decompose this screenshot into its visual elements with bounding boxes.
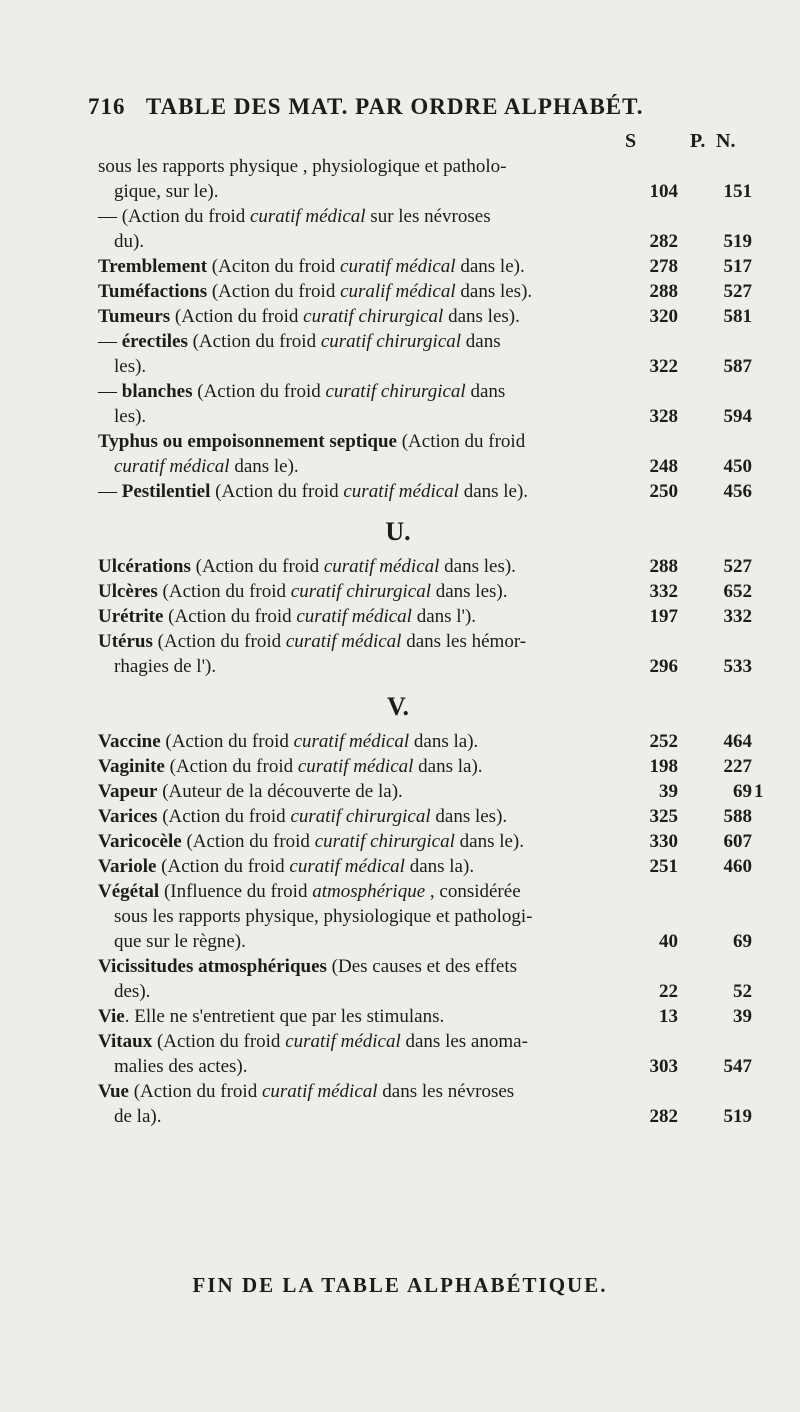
entry-line xyxy=(98,379,758,404)
entry-keyword: Vicissitudes atmosphériques xyxy=(98,956,327,977)
entry-keyword: Ulcères xyxy=(98,581,158,602)
reference-p: 450 xyxy=(723,456,752,477)
reference-p: 519 xyxy=(723,231,752,252)
entry-keyword: Pestilentiel xyxy=(121,481,211,502)
index-entry xyxy=(98,429,758,479)
entry-text: gique, sur le). xyxy=(114,181,219,202)
entry-text: — (Action du froid xyxy=(98,206,250,227)
entry-line xyxy=(98,779,764,804)
entry-line xyxy=(98,354,758,379)
entry-italic-text: curatif médical xyxy=(114,456,230,477)
entry-italic-text: curalif médical xyxy=(340,281,456,302)
reference-p: 332 xyxy=(723,606,752,627)
reference-s: 251 xyxy=(649,856,678,877)
reference-p: 652 xyxy=(723,581,752,602)
entry-keyword: Tremblement xyxy=(98,256,208,277)
entry-keyword: érectiles xyxy=(121,331,188,352)
entry-text: dans les). xyxy=(455,281,533,302)
entry-line xyxy=(98,304,758,329)
column-header-n: N. xyxy=(716,130,736,152)
reference-s: 332 xyxy=(649,581,678,602)
entry-references xyxy=(608,979,758,1004)
entry-italic-text: curatif chirurgical xyxy=(325,381,466,402)
reference-s: 198 xyxy=(649,756,678,777)
entry-text: (Action du froid xyxy=(396,431,526,452)
entry-text: dans le). xyxy=(229,456,299,477)
entry-keyword: Vapeur xyxy=(98,781,158,802)
entry-italic-text: curatif médical xyxy=(293,731,410,752)
entry-text: (Action du froid xyxy=(160,731,294,752)
index-entry xyxy=(98,1079,758,1129)
entry-text: dans xyxy=(461,331,501,352)
entry-text: les). xyxy=(114,406,147,427)
entry-line xyxy=(98,154,758,179)
entry-keyword: Vue xyxy=(98,1081,129,1102)
entry-keyword: Urétrite xyxy=(98,606,164,627)
entry-text: dans le). xyxy=(455,256,525,277)
entry-keyword: Vaginite xyxy=(98,756,165,777)
entry-references xyxy=(608,1104,758,1129)
index-entry xyxy=(98,1029,758,1079)
entry-references xyxy=(608,229,758,254)
reference-p: 69 xyxy=(733,781,752,802)
reference-p: 464 xyxy=(723,731,752,752)
reference-s: 322 xyxy=(649,356,678,377)
entry-references xyxy=(608,579,758,604)
reference-p: 588 xyxy=(723,806,752,827)
entry-text: dans les). xyxy=(443,306,520,327)
reference-s: 288 xyxy=(649,556,678,577)
entry-text: dans les). xyxy=(439,556,516,577)
reference-s: 40 xyxy=(659,931,678,952)
entry-line xyxy=(98,579,758,604)
entry-italic-text: curatif médical xyxy=(296,606,412,627)
entry-line xyxy=(98,1054,758,1079)
entry-text: (Action du froid xyxy=(157,581,291,602)
index-entries xyxy=(98,154,764,1129)
entry-text: (Action du froid xyxy=(207,281,341,302)
entry-references xyxy=(608,479,758,504)
entry-text: rhagies de l'). xyxy=(114,656,217,677)
entry-references xyxy=(608,929,758,954)
entry-line xyxy=(98,479,758,504)
entry-text: dans les). xyxy=(430,581,508,602)
running-title: TABLE DES MAT. PAR ORDRE ALPHABÉT. xyxy=(145,94,644,119)
entry-references xyxy=(608,654,758,679)
entry-keyword: Végétal xyxy=(98,881,160,902)
reference-s: 250 xyxy=(649,481,678,502)
index-entry xyxy=(98,754,758,779)
entry-keyword: Tuméfactions xyxy=(98,281,208,302)
entry-text: (Action du froid xyxy=(190,556,324,577)
entry-references xyxy=(608,1054,758,1079)
entry-keyword: Vitaux xyxy=(98,1031,153,1052)
entry-italic-text: curatif médical xyxy=(261,1081,378,1102)
entry-keyword: Vie xyxy=(98,1006,125,1027)
entry-line xyxy=(98,204,758,229)
index-entry xyxy=(98,379,758,429)
index-entry xyxy=(98,579,758,604)
entry-line xyxy=(98,429,758,454)
entry-italic-text: curatif chirurgical xyxy=(290,806,431,827)
entry-text: dans les anoma- xyxy=(400,1031,528,1052)
section-letter: V. xyxy=(387,692,409,721)
reference-p: 581 xyxy=(723,306,752,327)
entry-text: (Action du froid xyxy=(157,806,291,827)
entry-keyword: Variole xyxy=(98,856,157,877)
entry-line xyxy=(98,954,758,979)
entry-references xyxy=(608,754,758,779)
entry-keyword: blanches xyxy=(121,381,193,402)
entry-text: (Auteur de la découverte de la). xyxy=(157,781,403,802)
reference-s: 104 xyxy=(649,181,678,202)
reference-s: 252 xyxy=(649,731,678,752)
entry-references xyxy=(608,404,758,429)
entry-text: (Action du froid xyxy=(163,606,297,627)
entry-text: malies des actes). xyxy=(114,1056,248,1077)
entry-keyword: Typhus ou empoisonnement septique xyxy=(98,431,397,452)
entry-line xyxy=(98,879,758,904)
reference-p: 527 xyxy=(723,556,752,577)
section-letter: U. xyxy=(385,517,411,546)
entry-references xyxy=(608,254,758,279)
entry-line xyxy=(98,279,758,304)
index-entry xyxy=(98,604,758,629)
entry-text: dans xyxy=(465,381,506,402)
reference-p: 69 xyxy=(733,931,752,952)
entry-text: du). xyxy=(114,231,145,252)
index-entry xyxy=(98,1004,758,1029)
reference-s: 248 xyxy=(649,456,678,477)
entry-references xyxy=(608,554,758,579)
reference-p: 52 xyxy=(733,981,752,1002)
index-entry xyxy=(98,854,758,879)
entry-text: (Action du froid xyxy=(152,631,286,652)
entry-italic-text: curatif médical xyxy=(340,256,456,277)
reference-p: 533 xyxy=(723,656,752,677)
entry-italic-text: curatif médical xyxy=(323,556,440,577)
reference-s: 13 xyxy=(659,1006,678,1027)
entry-text: dans l'). xyxy=(411,606,477,627)
reference-p: 547 xyxy=(723,1056,752,1077)
entry-line xyxy=(98,1104,758,1129)
entry-references xyxy=(608,854,758,879)
index-entry xyxy=(98,479,758,504)
reference-p: 227 xyxy=(723,756,752,777)
entry-italic-text: curatif médical xyxy=(343,481,459,502)
entry-keyword: Varicocèle xyxy=(98,831,182,852)
entry-italic-text: curatif médical xyxy=(289,856,405,877)
entry-references xyxy=(608,304,758,329)
reference-s: 22 xyxy=(659,981,678,1002)
entry-text: (Action du froid xyxy=(192,381,326,402)
entry-keyword: Varices xyxy=(98,806,158,827)
entry-text: (Action du froid xyxy=(152,1031,286,1052)
index-entry xyxy=(98,204,758,254)
entry-line xyxy=(98,254,758,279)
entry-text: que sur le règne). xyxy=(114,931,246,952)
entry-text: , considérée xyxy=(425,881,521,902)
entry-line xyxy=(98,904,758,929)
entry-text: (Influence du froid xyxy=(159,881,313,902)
reference-p: 527 xyxy=(723,281,752,302)
entry-text: dans les névroses xyxy=(377,1081,515,1102)
entry-line xyxy=(98,1079,758,1104)
entry-italic-text: atmosphérique xyxy=(312,881,426,902)
index-entry xyxy=(98,879,758,954)
entry-text: (Action du froid xyxy=(164,756,298,777)
entry-line xyxy=(98,829,758,854)
reference-p: 456 xyxy=(723,481,752,502)
reference-s: 303 xyxy=(649,1056,678,1077)
entry-references xyxy=(608,279,758,304)
column-header-p: P. xyxy=(690,130,706,152)
entry-keyword: Tumeurs xyxy=(98,306,171,327)
reference-s: 325 xyxy=(649,806,678,827)
reference-s: 328 xyxy=(649,406,678,427)
index-entry xyxy=(98,279,758,304)
reference-p: 460 xyxy=(723,856,752,877)
reference-p: 151 xyxy=(723,181,752,202)
entry-line xyxy=(98,229,758,254)
reference-s: 320 xyxy=(649,306,678,327)
entry-line xyxy=(98,329,758,354)
entry-references xyxy=(608,604,758,629)
entry-keyword: Ulcérations xyxy=(98,556,191,577)
index-entry xyxy=(98,154,758,204)
entry-text: — xyxy=(98,481,122,502)
reference-s: 39 xyxy=(659,781,678,802)
reference-p: 517 xyxy=(723,256,752,277)
end-of-table-note: FIN DE LA TABLE ALPHABÉTIQUE. xyxy=(192,1273,608,1297)
entry-line xyxy=(98,654,758,679)
entry-line xyxy=(98,604,758,629)
entry-text: (Action du froid xyxy=(156,856,290,877)
reference-s: 296 xyxy=(649,656,678,677)
entry-text: dans la). xyxy=(413,756,483,777)
entry-line xyxy=(98,854,758,879)
index-entry xyxy=(98,254,758,279)
entry-text: dans les). xyxy=(430,806,508,827)
entry-text: (Des causes et des effets xyxy=(326,956,518,977)
entry-line xyxy=(98,929,758,954)
entry-text: (Action du froid xyxy=(181,831,315,852)
entry-line xyxy=(98,804,758,829)
reference-p: 607 xyxy=(723,831,752,852)
reference-s: 330 xyxy=(649,831,678,852)
entry-line xyxy=(98,1004,758,1029)
entry-italic-text: curatif médical xyxy=(297,756,414,777)
entry-italic-text: curatif médical xyxy=(285,1031,401,1052)
entry-line xyxy=(98,1029,758,1054)
index-entry xyxy=(98,729,758,754)
entry-text: (Action du froid xyxy=(128,1081,262,1102)
entry-italic-text: curatif médical xyxy=(249,206,366,227)
entry-references xyxy=(608,779,764,804)
entry-text: (Action du froid xyxy=(170,306,304,327)
entry-line xyxy=(98,754,758,779)
entry-text: dans la). xyxy=(409,731,479,752)
entry-text: sur les névroses xyxy=(365,206,491,227)
entry-line xyxy=(98,554,758,579)
entry-line xyxy=(98,979,758,1004)
index-entry xyxy=(98,629,758,679)
entry-line xyxy=(98,404,758,429)
reference-p: 587 xyxy=(723,356,752,377)
entry-references xyxy=(608,804,758,829)
entry-text: les). xyxy=(114,356,147,377)
reference-s: 282 xyxy=(649,1106,678,1127)
entry-italic-text: curatif chirurgical xyxy=(290,581,431,602)
entry-text: — xyxy=(98,381,122,402)
entry-line xyxy=(98,729,758,754)
entry-text: — xyxy=(98,331,122,352)
entry-references xyxy=(608,729,758,754)
entry-text: (Aciton du froid xyxy=(207,256,341,277)
entry-italic-text: curatif médical xyxy=(285,631,402,652)
entry-text: (Action du froid xyxy=(187,331,321,352)
entry-italic-text: curatif chirurgical xyxy=(320,331,462,352)
index-entry xyxy=(98,554,758,579)
entry-line xyxy=(98,454,758,479)
entry-text: . Elle ne s'entretient que par les stimulans. xyxy=(124,1006,445,1027)
column-header-s: S xyxy=(625,130,637,152)
index-entry xyxy=(98,804,758,829)
entry-line xyxy=(98,629,758,654)
reference-n: 1 xyxy=(754,781,764,802)
reference-s: 197 xyxy=(649,606,678,627)
entry-text: dans la). xyxy=(404,856,475,877)
entry-text: dans les hémor- xyxy=(401,631,527,652)
entry-text: dans le). xyxy=(458,481,529,502)
entry-text: (Action du froid xyxy=(210,481,344,502)
entry-text: des). xyxy=(114,981,151,1002)
entry-references xyxy=(608,354,758,379)
reference-s: 278 xyxy=(649,256,678,277)
entry-references xyxy=(608,829,758,854)
index-entry xyxy=(98,954,758,1004)
entry-references xyxy=(608,179,758,204)
index-entry xyxy=(98,304,758,329)
reference-p: 39 xyxy=(733,1006,752,1027)
page-number: 716 xyxy=(88,94,126,119)
reference-s: 282 xyxy=(649,231,678,252)
index-entry xyxy=(98,329,758,379)
entry-text: de la). xyxy=(114,1106,162,1127)
entry-italic-text: curatif chirurgical xyxy=(314,831,455,852)
entry-text: dans le). xyxy=(454,831,525,852)
reference-p: 594 xyxy=(723,406,752,427)
entry-references xyxy=(608,454,758,479)
entry-references xyxy=(608,1004,758,1029)
reference-s: 288 xyxy=(649,281,678,302)
entry-keyword: Utérus xyxy=(98,631,153,652)
entry-keyword: Vaccine xyxy=(98,731,161,752)
index-entry xyxy=(98,779,764,804)
entry-line xyxy=(98,179,758,204)
entry-italic-text: curatif chirurgical xyxy=(303,306,444,327)
running-header xyxy=(88,94,728,120)
index-entry xyxy=(98,829,758,854)
entry-text: sous les rapports physique, physiologique et pathologi- xyxy=(114,906,533,927)
entry-text: sous les rapports physique , physiologique et patholo- xyxy=(98,156,507,177)
reference-p: 519 xyxy=(723,1106,752,1127)
